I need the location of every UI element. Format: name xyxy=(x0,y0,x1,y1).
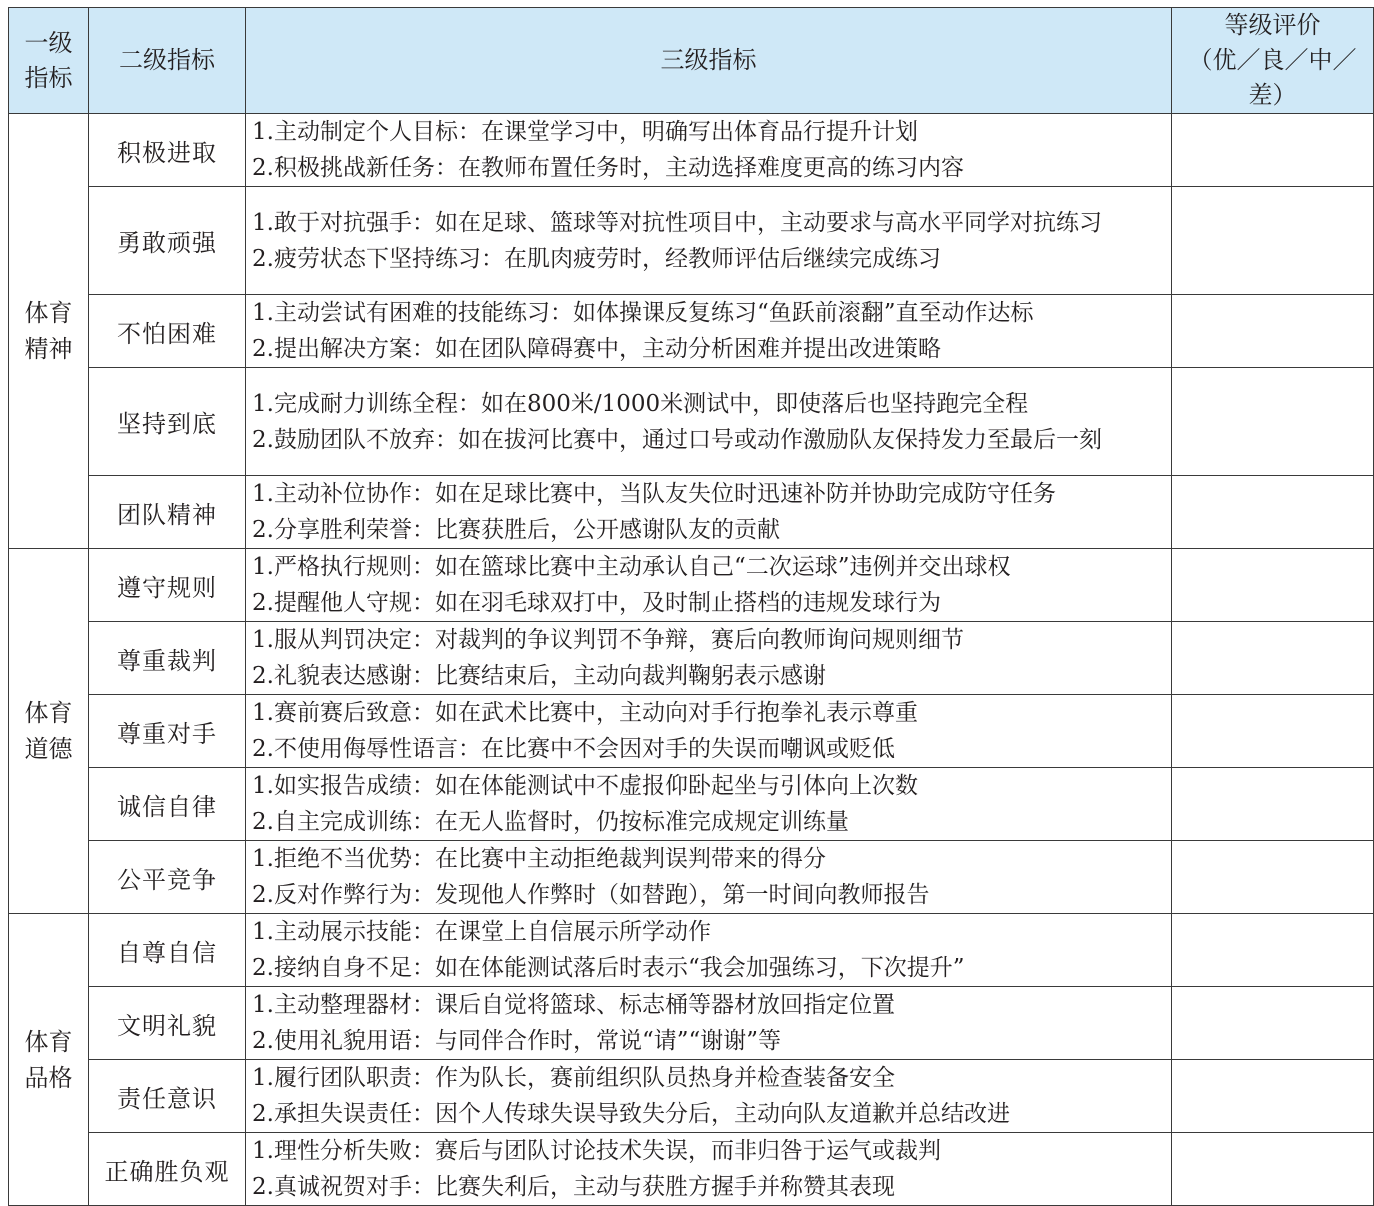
table-row xyxy=(9,549,1374,622)
table-row xyxy=(9,295,1374,368)
level3-cell xyxy=(246,768,1172,841)
grade-cell[interactable] xyxy=(1172,987,1374,1060)
level3-cell xyxy=(246,187,1172,295)
level3-detail: 1.理性分析失败：赛后与团队讨论技术失误，而非归咎于运气或裁判 xyxy=(252,1138,941,1164)
level2-cell: 坚持到底 xyxy=(89,368,246,476)
level3-detail: 1.严格执行规则：如在篮球比赛中主动承认自己“二次运球”违例并交出球权 xyxy=(252,554,1011,580)
level3-cell xyxy=(246,1133,1172,1206)
level2-cell: 文明礼貌 xyxy=(89,987,246,1060)
header-grade-line1: 等级评价 xyxy=(1224,11,1321,39)
grade-cell[interactable] xyxy=(1172,622,1374,695)
header-grade xyxy=(1172,8,1374,114)
level3-cell xyxy=(246,549,1172,622)
grade-cell[interactable] xyxy=(1172,841,1374,914)
level3-detail: 2.承担失误责任：因个人传球失误导致失分后，主动向队友道歉并总结改进 xyxy=(252,1101,1010,1127)
grade-cell[interactable] xyxy=(1172,1060,1374,1133)
level3-detail: 2.反对作弊行为：发现他人作弊时（如替跑），第一时间向教师报告 xyxy=(252,882,930,908)
grade-cell[interactable] xyxy=(1172,476,1374,549)
level3-cell xyxy=(246,987,1172,1060)
level2-cell: 尊重对手 xyxy=(89,695,246,768)
level3-cell xyxy=(246,1060,1172,1133)
header-level3: 三级指标 xyxy=(246,8,1172,114)
level2-cell: 不怕困难 xyxy=(89,295,246,368)
level2-cell: 正确胜负观 xyxy=(89,1133,246,1206)
grade-cell[interactable] xyxy=(1172,549,1374,622)
level2-cell: 诚信自律 xyxy=(89,768,246,841)
evaluation-table xyxy=(8,7,1374,1206)
level3-cell xyxy=(246,841,1172,914)
level2-cell: 自尊自信 xyxy=(89,914,246,987)
level1-cell: 体育精神 xyxy=(9,114,89,549)
evaluation-table-wrapper xyxy=(8,7,1374,1206)
level3-cell xyxy=(246,368,1172,476)
level3-cell xyxy=(246,622,1172,695)
level3-detail: 2.礼貌表达感谢：比赛结束后，主动向裁判鞠躬表示感谢 xyxy=(252,663,826,689)
table-row xyxy=(9,1133,1374,1206)
level3-detail: 1.敢于对抗强手：如在足球、篮球等对抗性项目中，主动要求与高水平同学对抗练习 xyxy=(252,209,1102,236)
level3-detail: 2.提出解决方案：如在团队障碍赛中，主动分析困难并提出改进策略 xyxy=(252,336,941,362)
level3-detail: 1.主动尝试有困难的技能练习：如体操课反复练习“鱼跃前滚翻”直至动作达标 xyxy=(252,300,1034,326)
level3-cell xyxy=(246,114,1172,187)
grade-cell[interactable] xyxy=(1172,1133,1374,1206)
header-level1: 一级指标 xyxy=(9,8,89,114)
level3-detail: 2.接纳自身不足：如在体能测试落后时表示“我会加强练习，下次提升” xyxy=(252,955,965,981)
level1-cell: 体育品格 xyxy=(9,914,89,1206)
level3-detail: 2.使用礼貌用语：与同伴合作时，常说“请”“谢谢”等 xyxy=(252,1028,781,1054)
table-row xyxy=(9,695,1374,768)
table-body xyxy=(9,114,1374,1206)
level3-detail: 1.主动整理器材：课后自觉将篮球、标志桶等器材放回指定位置 xyxy=(252,992,895,1018)
level3-detail: 1.完成耐力训练全程：如在800米/1000米测试中，即使落后也坚持跑完全程 xyxy=(252,390,1029,417)
table-row xyxy=(9,476,1374,549)
header-level2: 二级指标 xyxy=(89,8,246,114)
level3-detail: 2.自主完成训练：在无人监督时，仍按标准完成规定训练量 xyxy=(252,809,849,835)
level3-cell xyxy=(246,695,1172,768)
grade-cell[interactable] xyxy=(1172,295,1374,368)
level3-detail: 1.主动展示技能：在课堂上自信展示所学动作 xyxy=(252,919,711,945)
grade-cell[interactable] xyxy=(1172,114,1374,187)
grade-cell[interactable] xyxy=(1172,914,1374,987)
table-header-row xyxy=(9,8,1374,114)
level2-cell: 勇敢顽强 xyxy=(89,187,246,295)
level3-detail: 1.拒绝不当优势：在比赛中主动拒绝裁判误判带来的得分 xyxy=(252,846,826,872)
level3-cell xyxy=(246,476,1172,549)
level3-detail: 1.主动制定个人目标：在课堂学习中，明确写出体育品行提升计划 xyxy=(252,119,918,145)
level3-detail: 2.疲劳状态下坚持练习：在肌肉疲劳时，经教师评估后继续完成练习 xyxy=(252,245,941,272)
level3-detail: 2.积极挑战新任务：在教师布置任务时，主动选择难度更高的练习内容 xyxy=(252,155,964,181)
table-row xyxy=(9,622,1374,695)
level3-detail: 1.如实报告成绩：如在体能测试中不虚报仰卧起坐与引体向上次数 xyxy=(252,773,918,799)
level3-detail: 2.提醒他人守规：如在羽毛球双打中，及时制止搭档的违规发球行为 xyxy=(252,590,941,616)
level2-cell: 积极进取 xyxy=(89,114,246,187)
grade-cell[interactable] xyxy=(1172,695,1374,768)
level3-detail: 2.真诚祝贺对手：比赛失利后，主动与获胜方握手并称赞其表现 xyxy=(252,1174,895,1200)
table-row xyxy=(9,841,1374,914)
table-row xyxy=(9,987,1374,1060)
level3-detail: 1.服从判罚决定：对裁判的争议判罚不争辩，赛后向教师询问规则细节 xyxy=(252,627,964,653)
level2-cell: 遵守规则 xyxy=(89,549,246,622)
level3-cell xyxy=(246,295,1172,368)
table-row xyxy=(9,368,1374,476)
level3-detail: 2.分享胜利荣誉：比赛获胜后，公开感谢队友的贡献 xyxy=(252,517,780,543)
table-row xyxy=(9,1060,1374,1133)
table-row xyxy=(9,114,1374,187)
level2-cell: 团队精神 xyxy=(89,476,246,549)
level3-detail: 1.主动补位协作：如在足球比赛中，当队友失位时迅速补防并协助完成防守任务 xyxy=(252,481,1056,507)
level1-cell: 体育道德 xyxy=(9,549,89,914)
level3-cell xyxy=(246,914,1172,987)
level3-detail: 1.赛前赛后致意：如在武术比赛中，主动向对手行抱拳礼表示尊重 xyxy=(252,700,918,726)
level2-cell: 尊重裁判 xyxy=(89,622,246,695)
table-row xyxy=(9,768,1374,841)
table-row xyxy=(9,187,1374,295)
grade-cell[interactable] xyxy=(1172,187,1374,295)
header-grade-line2: （优／良／中／差） xyxy=(1188,46,1357,109)
level3-detail: 1.履行团队职责：作为队长，赛前组织队员热身并检查装备安全 xyxy=(252,1065,895,1091)
table-row xyxy=(9,914,1374,987)
level2-cell: 公平竞争 xyxy=(89,841,246,914)
grade-cell[interactable] xyxy=(1172,768,1374,841)
level3-detail: 2.鼓励团队不放弃：如在拔河比赛中，通过口号或动作激励队友保持发力至最后一刻 xyxy=(252,426,1102,453)
level3-detail: 2.不使用侮辱性语言：在比赛中不会因对手的失误而嘲讽或贬低 xyxy=(252,736,895,762)
level2-cell: 责任意识 xyxy=(89,1060,246,1133)
grade-cell[interactable] xyxy=(1172,368,1374,476)
